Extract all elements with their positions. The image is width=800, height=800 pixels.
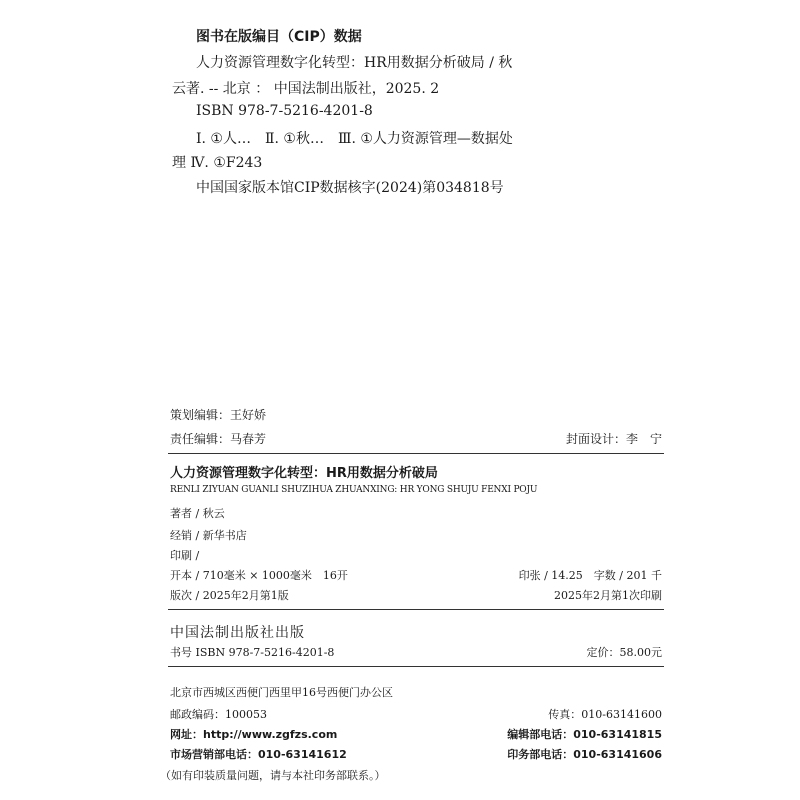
book-distributor: 经销 / 新华书店 bbox=[170, 529, 247, 542]
website: 网址：http://www.zgfzs.com bbox=[170, 728, 338, 741]
cip-line-4: Ⅰ. ①人… Ⅱ. ①秋… Ⅲ. ①人力资源管理—数据处 bbox=[196, 131, 513, 147]
editorial-phone: 编辑部电话：010-63141815 bbox=[507, 728, 662, 741]
cip-line-6: 中国国家版本馆CIP数据核字(2024)第034818号 bbox=[196, 180, 504, 196]
book-author: 著者 / 秋云 bbox=[170, 507, 225, 520]
divider-1 bbox=[168, 453, 664, 454]
book-title-pinyin: RENLI ZIYUAN GUANLI SHUZIHUA ZHUANXING: HR YONG SHUJU FENXI POJU bbox=[170, 485, 538, 495]
cip-title: 图书在版编目（CIP）数据 bbox=[196, 29, 362, 45]
responsible-editor: 责任编辑：马春芳 bbox=[170, 432, 267, 446]
divider-3 bbox=[168, 666, 664, 667]
book-sheets: 印张 / 14.25 字数 / 201 千 bbox=[518, 569, 662, 582]
book-price: 定价：58.00元 bbox=[586, 646, 662, 659]
book-format: 开本 / 710毫米 × 1000毫米 16开 bbox=[170, 569, 348, 582]
marketing-phone: 市场营销部电话：010-63141612 bbox=[170, 748, 347, 761]
planning-editor: 策划编辑：王好娇 bbox=[170, 408, 267, 422]
cip-line-2: 云著. -- 北京 ： 中国法制出版社，2025. 2 bbox=[172, 81, 440, 97]
divider-2 bbox=[168, 609, 664, 610]
quality-note: （如有印装质量问题，请与本社印务部联系。） bbox=[160, 769, 386, 782]
book-edition: 版次 / 2025年2月第1版 bbox=[170, 589, 289, 602]
cip-line-1: 人力资源管理数字化转型：HR用数据分析破局 / 秋 bbox=[196, 55, 513, 71]
cover-designer: 封面设计：李 宁 bbox=[566, 432, 663, 446]
publisher-name: 中国法制出版社出版 bbox=[170, 625, 305, 641]
book-number: 书号 ISBN 978-7-5216-4201-8 bbox=[170, 646, 335, 659]
postcode: 邮政编码：100053 bbox=[170, 708, 267, 721]
printing-phone: 印务部电话：010-63141606 bbox=[507, 748, 662, 761]
cip-line-5: 理 Ⅳ. ①F243 bbox=[172, 155, 263, 171]
book-printer: 印刷 / bbox=[170, 549, 200, 562]
cip-isbn: ISBN 978-7-5216-4201-8 bbox=[196, 103, 373, 119]
book-print-run: 2025年2月第1次印刷 bbox=[554, 589, 662, 602]
fax: 传真：010-63141600 bbox=[548, 708, 662, 721]
book-title: 人力资源管理数字化转型：HR用数据分析破局 bbox=[170, 466, 438, 481]
publisher-address: 北京市西城区西便门西里甲16号西便门办公区 bbox=[170, 686, 393, 699]
